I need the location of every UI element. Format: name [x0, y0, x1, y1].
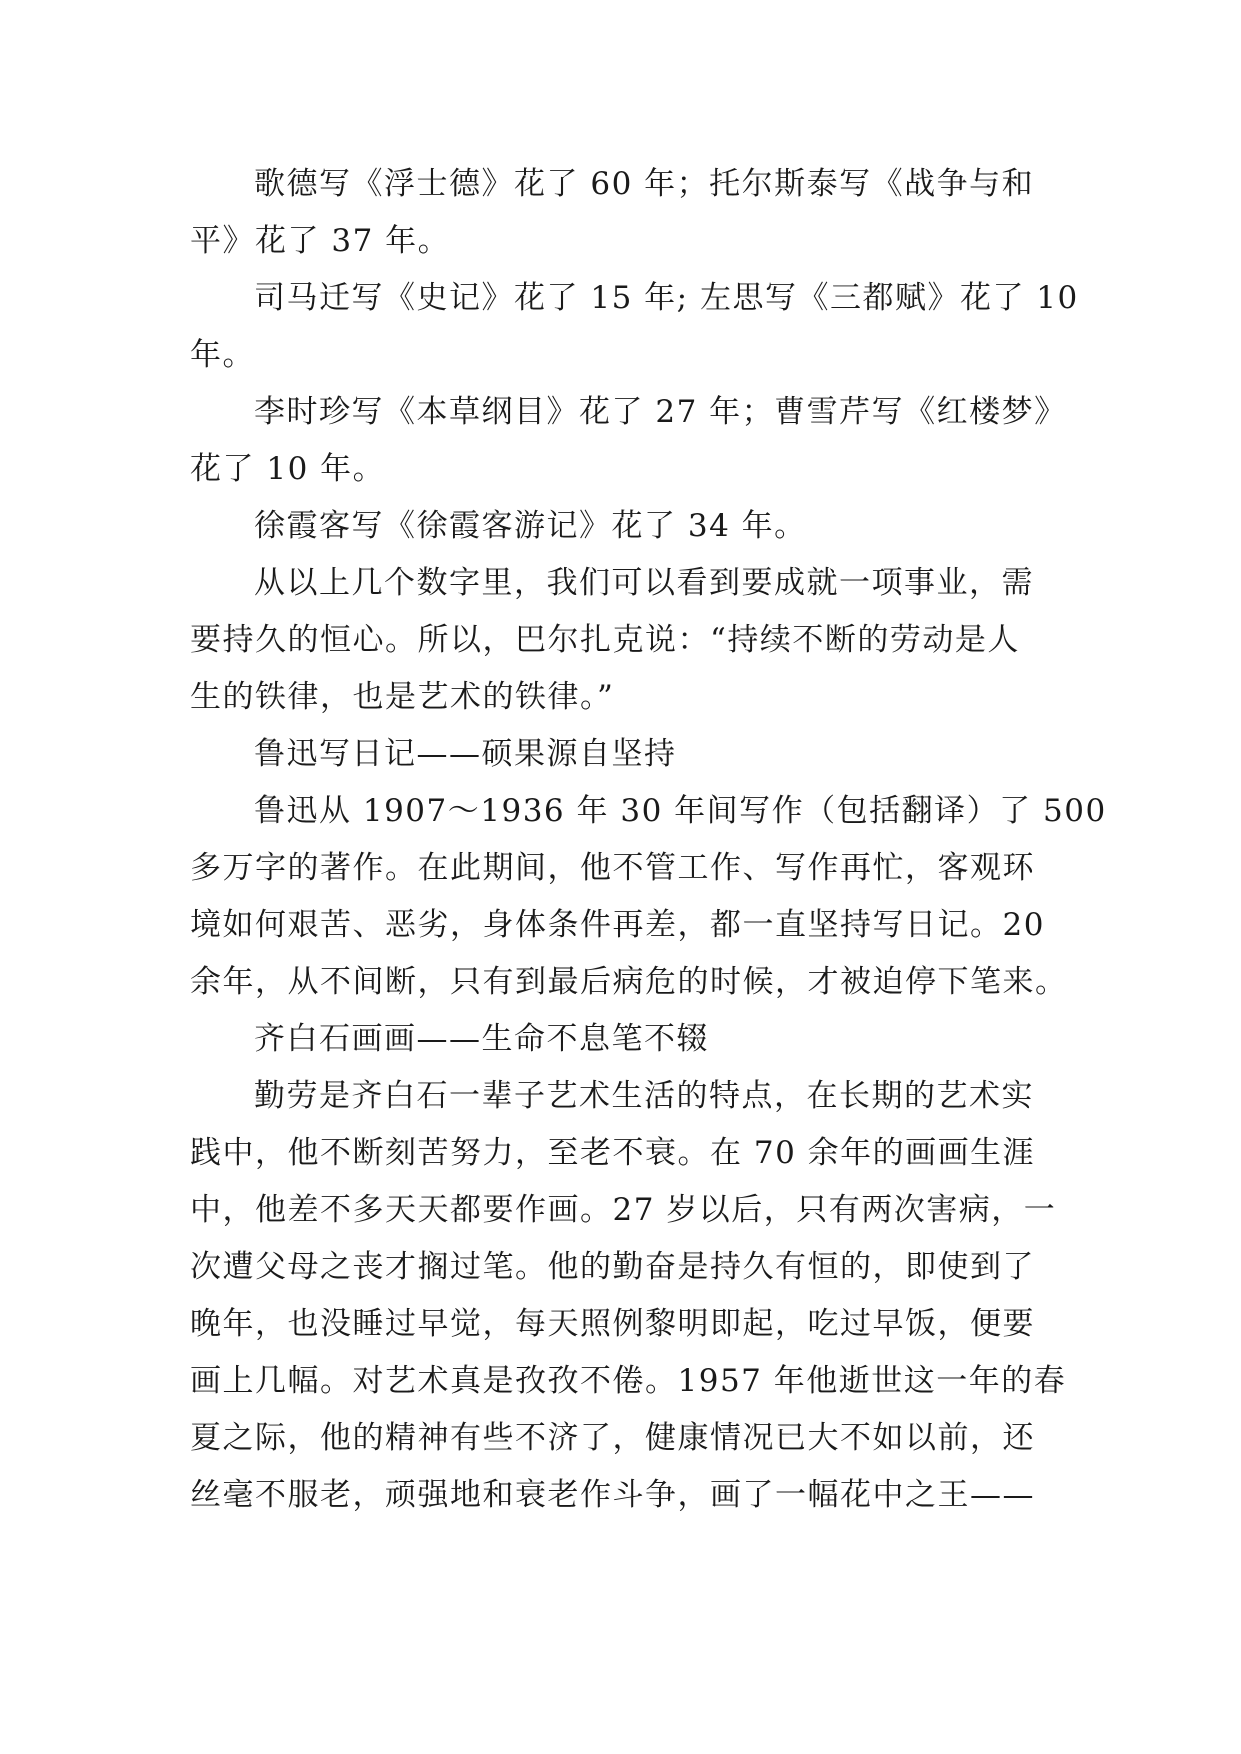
paragraph-line: 境如何艰苦、恶劣，身体条件再差，都一直坚持写日记。20 [190, 907, 1045, 943]
paragraph-line: 夏之际，他的精神有些不济了，健康情况已大不如以前，还 [190, 1420, 1035, 1456]
paragraph-line: 践中，他不断刻苦努力，至老不衰。在 70 余年的画画生涯 [190, 1135, 1036, 1171]
paragraph-line: 花了 10 年。 [190, 451, 386, 487]
paragraph-line: 生的铁律，也是艺术的铁律。” [190, 679, 615, 715]
paragraph-line: 从以上几个数字里，我们可以看到要成就一项事业，需 [254, 565, 1034, 601]
section-heading: 齐白石画画——生命不息笔不辍 [254, 1021, 709, 1057]
paragraph-line: 晚年，也没睡过早觉，每天照例黎明即起，吃过早饭，便要 [190, 1306, 1035, 1342]
paragraph-line: 平》花了 37 年。 [190, 223, 451, 259]
paragraph-line: 丝毫不服老，顽强地和衰老作斗争，画了一幅花中之王—— [190, 1477, 1035, 1513]
section-heading: 鲁迅写日记——硕果源自坚持 [254, 736, 677, 772]
paragraph-line: 司马迁写《史记》花了 15 年; 左思写《三都赋》花了 10 [254, 280, 1079, 316]
paragraph-line: 要持久的恒心。所以，巴尔扎克说：“持续不断的劳动是人 [190, 622, 1020, 658]
paragraph-line: 余年，从不间断，只有到最后病危的时候，才被迫停下笔来。 [190, 964, 1068, 1000]
paragraph-line: 鲁迅从 1907～1936 年 30 年间写作（包括翻译）了 500 [254, 793, 1107, 829]
paragraph-line: 歌德写《浮士德》花了 60 年；托尔斯泰写《战争与和 [254, 166, 1035, 202]
paragraph-line: 勤劳是齐白石一辈子艺术生活的特点，在长期的艺术实 [254, 1078, 1034, 1114]
paragraph-line: 李时珍写《本草纲目》花了 27 年；曹雪芹写《红楼梦》 [254, 394, 1067, 430]
paragraph-line: 中，他差不多天天都要作画。27 岁以后，只有两次害病，一 [190, 1192, 1057, 1228]
paragraph-line: 多万字的著作。在此期间，他不管工作、写作再忙，客观环 [190, 850, 1035, 886]
paragraph-line: 年。 [190, 337, 255, 373]
paragraph-line: 画上几幅。对艺术真是孜孜不倦。1957 年他逝世这一年的春 [190, 1363, 1067, 1399]
paragraph-line: 次遭父母之丧才搁过笔。他的勤奋是持久有恒的，即使到了 [190, 1249, 1035, 1285]
paragraph-line: 徐霞客写《徐霞客游记》花了 34 年。 [254, 508, 807, 544]
